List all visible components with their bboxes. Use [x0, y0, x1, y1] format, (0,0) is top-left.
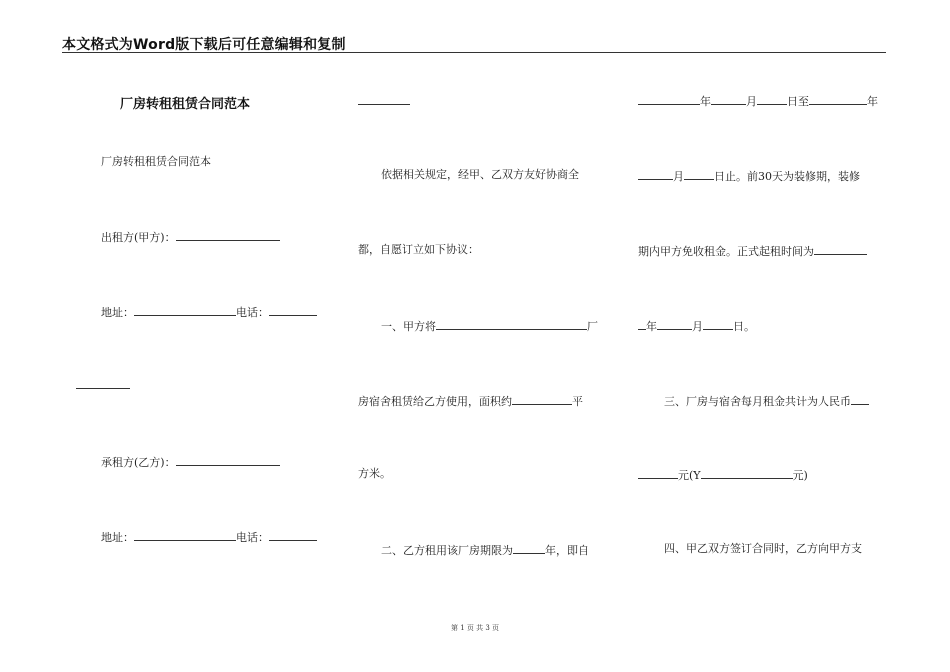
address-label: 地址：: [101, 531, 134, 544]
clause-text: 三、厂房与宿舍每月租金共计为人民币: [664, 395, 851, 408]
address-row-2: [101, 529, 317, 545]
date-text: 月: [746, 95, 757, 108]
intro-line-2: 都，自愿订立如下协议：: [358, 243, 479, 256]
clause-text: 厂: [587, 320, 598, 333]
document-header: 本文格式为Word版下载后可任意编辑和复制: [62, 37, 346, 53]
date-text: 年: [646, 320, 657, 333]
month-blank: [711, 93, 746, 105]
day-blank: [684, 168, 714, 180]
clause-1-line-2: [358, 393, 583, 409]
blank-line: [358, 104, 410, 105]
phone-blank: [269, 529, 317, 541]
clause-text: 平: [572, 395, 583, 408]
date-text: 月: [692, 320, 703, 333]
term-years-blank: [513, 542, 545, 554]
year-blank: [809, 93, 867, 105]
clause-3-line-2: [638, 467, 808, 483]
address-label: 地址：: [101, 306, 134, 319]
clause-text: 期内甲方免收租金。正式起租时间为: [638, 245, 814, 258]
page-number: 第 1 页 共 3 页: [450, 624, 500, 632]
intro-line-1: 依据相关规定，经甲、乙双方友好协商全: [381, 168, 579, 181]
lessee-label: 承租方(乙方)：: [101, 456, 176, 469]
factory-location-blank: [436, 318, 587, 330]
clause-text: 房宿舍租赁给乙方使用，面积约: [358, 395, 512, 408]
blank-line: [76, 388, 130, 389]
date-text: 日止。前30天为装修期，装修: [714, 170, 860, 183]
subtitle: 厂房转租租赁合同范本: [101, 155, 211, 168]
date-line-1: [638, 93, 878, 109]
clause-4-line-1: 四、甲乙双方签订合同时，乙方向甲方支: [664, 542, 862, 555]
phone-label: 电话：: [236, 531, 269, 544]
lessor-row: [101, 229, 280, 245]
clause-1-line-3: 方米。: [358, 467, 391, 480]
phone-label: 电话：: [236, 306, 269, 319]
header-divider: [62, 52, 886, 53]
year-blank: [638, 318, 646, 330]
day-blank: [757, 93, 787, 105]
start-date-blank: [814, 243, 867, 255]
clause-3-line-1: [664, 393, 869, 409]
clause-text: 二、乙方租用该厂房期限为: [381, 544, 513, 557]
area-blank: [512, 393, 572, 405]
year-blank: [638, 93, 700, 105]
lessor-label: 出租方(甲方)：: [101, 231, 176, 244]
document-title: 厂房转租租赁合同范本: [120, 97, 251, 112]
clause-text: 一、甲方将: [381, 320, 436, 333]
clause-text: 年，即自: [545, 544, 589, 557]
rent-start-line: [638, 243, 867, 259]
clause-1-line-1: [381, 318, 598, 334]
address-row-1: [101, 304, 317, 320]
rent-blank: [851, 393, 869, 405]
date-text: 年: [867, 95, 878, 108]
phone-blank: [269, 304, 317, 316]
clause-2-line-1: [381, 542, 589, 558]
address-blank: [134, 304, 236, 316]
date-line-2: [638, 168, 860, 184]
day-blank: [703, 318, 733, 330]
date-text: 日。: [733, 320, 755, 333]
date-line-4: [638, 318, 755, 334]
amount-blank: [638, 467, 678, 479]
address-blank: [134, 529, 236, 541]
amount-words-blank: [701, 467, 793, 479]
month-blank: [638, 168, 673, 180]
clause-text: 元(Y: [678, 469, 701, 482]
lessor-blank: [176, 229, 280, 241]
date-text: 月: [673, 170, 684, 183]
date-text: 年: [700, 95, 711, 108]
clause-text: 元): [792, 469, 808, 482]
month-blank: [657, 318, 692, 330]
date-text: 日至: [787, 95, 809, 108]
lessee-blank: [176, 454, 280, 466]
lessee-row: [101, 454, 280, 470]
